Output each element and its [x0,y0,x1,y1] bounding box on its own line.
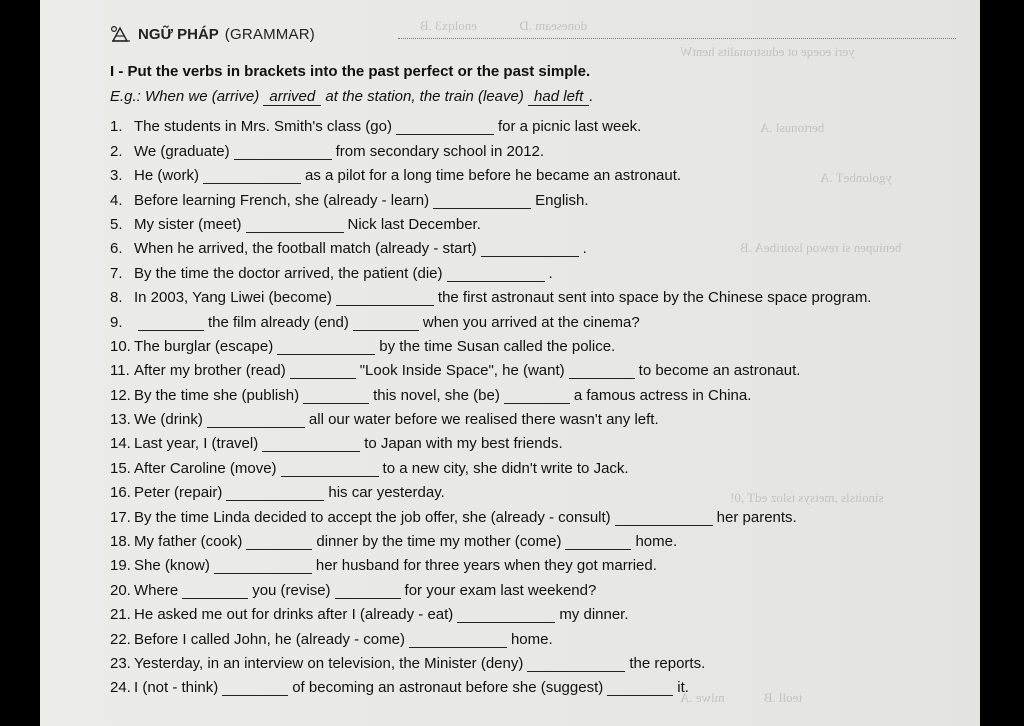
item-text: When he arrived, the football match (already - start) [134,240,477,258]
answer-blank[interactable] [457,610,555,623]
show-through: ygolonbeT .A [820,170,892,185]
item-text: home. [635,533,678,551]
answer-blank[interactable] [138,318,204,331]
item-text: I (not - think) [134,679,219,697]
item-number: 11. [110,362,130,380]
item-text: to Japan with my best friends. [364,435,563,453]
item-text: The burglar (escape) [134,337,274,355]
heading-title: NGỮ PHÁP [138,25,219,43]
item-text: By the time the doctor arrived, the patient (die) [134,264,443,282]
exercise-item [110,648,871,672]
item-number: 13. [110,411,131,429]
item-text: "Look Inside Space", he (want) [359,362,565,380]
item-text: it. [677,679,689,697]
exercise-item [110,550,871,574]
item-text: The students in Mrs. Smith's class (go) [134,118,392,136]
item-number: 15. [110,459,131,477]
show-through: bertonusl .A [760,120,825,135]
answer-blank[interactable] [214,561,312,574]
item-text: as a pilot for a long time before he became an astronaut. [305,167,682,185]
item-text: from secondary school in 2012. [335,142,545,160]
exercise-item [110,623,871,647]
exercise-item [110,184,871,208]
exercise-item [110,501,871,525]
exercise-item [110,257,871,281]
item-number: 8. [110,289,123,307]
example-sentence [110,88,593,106]
item-text: the reports. [629,654,706,672]
exercise-instruction: I - Put the verbs in brackets into the past perfect or the past simple. [110,63,591,80]
answer-blank[interactable] [335,586,401,599]
item-text: After Caroline (move) [134,459,277,477]
item-text: After my brother (read) [134,362,286,380]
worksheet-page [40,0,980,726]
show-through: yeri eoeqe ot edustronalits hentW [680,44,855,59]
answer-blank[interactable] [569,366,635,379]
item-text: Before I called John, he (already - come) [134,630,405,648]
item-text: all our water before we realised there wasn't any left. [308,411,659,429]
exercise-item [110,477,871,501]
item-text: for your exam last weekend? [404,581,597,599]
answer-blank[interactable] [234,147,332,160]
item-text: Where [134,581,179,599]
item-number: 22. [110,630,131,648]
item-text: He (work) [134,167,200,185]
item-text: Last year, I (travel) [134,435,259,453]
exercise-item [110,355,871,379]
item-text: Nick last December. [347,215,481,233]
item-text: By the time she (publish) [134,386,300,404]
answer-blank[interactable] [481,244,579,257]
example-suffix: . [589,88,594,105]
exercise-item [110,331,871,355]
item-number: 24. [110,679,131,697]
exercise-item [110,306,871,330]
exercise-item [110,160,871,184]
answer-blank[interactable] [281,464,379,477]
item-number: 5. [110,215,123,233]
item-text: for a picnic last week. [497,118,642,136]
example-answer-1: arrived [263,89,321,106]
show-through: teoll .B mlwe .A [680,690,803,705]
exercise-list [110,111,871,696]
item-text: English. [535,191,589,209]
exercise-item [110,404,871,428]
item-text: by the time Susan called the police. [379,337,616,355]
item-number: 16. [110,484,131,502]
answer-blank[interactable] [447,269,545,282]
item-text: when you arrived at the cinema? [422,313,640,331]
item-text: you (revise) [252,581,331,599]
answer-blank[interactable] [607,683,673,696]
exercise-item [110,526,871,550]
answer-blank[interactable] [290,366,356,379]
answer-blank[interactable] [615,513,713,526]
answer-blank[interactable] [303,391,369,404]
answer-blank[interactable] [226,488,324,501]
answer-blank[interactable] [222,683,288,696]
item-text: this novel, she (be) [373,386,500,404]
item-text: of becoming an astronaut before she (suggest) [292,679,604,697]
answer-blank[interactable] [433,196,531,209]
answer-blank[interactable] [504,391,570,404]
item-text: dinner by the time my mother (come) [316,533,562,551]
exercise-item [110,574,871,598]
exercise-item [110,111,871,135]
exercise-item [110,452,871,476]
section-heading [110,24,315,44]
answer-blank[interactable] [353,318,419,331]
exercise-item [110,135,871,159]
answer-blank[interactable] [409,635,507,648]
show-through: doneseam .D enolqx3 .B [420,18,588,33]
item-text: She (know) [134,557,210,575]
item-number: 21. [110,606,131,624]
exercise-item [110,282,871,306]
item-text: . [582,240,587,258]
answer-blank[interactable] [277,342,375,355]
answer-blank[interactable] [336,293,434,306]
exercise-item [110,672,871,696]
exercise-item [110,209,871,233]
item-number: 4. [110,191,123,209]
example-answer-2: had left [528,89,589,106]
item-text: Before learning French, she (already - learn) [134,191,430,209]
item-text: to a new city, she didn't write to Jack. [382,459,629,477]
item-text: My sister (meet) [134,215,242,233]
example-prefix: E.g.: When we (arrive) [110,88,260,105]
answer-blank[interactable] [182,586,248,599]
item-number: 9. [110,313,123,331]
item-text: my dinner. [559,606,629,624]
item-text: her parents. [716,508,797,526]
item-number: 7. [110,264,123,282]
answer-blank[interactable] [262,439,360,452]
item-number: 6. [110,240,123,258]
item-text: By the time Linda decided to accept the job offer, she (already - consult) [134,508,611,526]
example-middle: at the station, the train (leave) [325,88,524,105]
item-number: 19. [110,557,131,575]
item-number: 23. [110,654,131,672]
exercise-item [110,379,871,403]
item-text: home. [510,630,553,648]
exercise-item [110,428,871,452]
answer-blank[interactable] [565,537,631,550]
item-text: Yesterday, in an interview on television, the Minister (deny) [134,654,524,672]
answer-blank[interactable] [396,122,494,135]
item-number: 12. [110,386,131,404]
item-text: to become an astronaut. [638,362,801,380]
item-text: the film already (end) [208,313,349,331]
item-text: We (graduate) [134,142,230,160]
heading-divider [398,38,956,39]
item-text: He asked me out for drinks after I (already - eat) [134,606,454,624]
item-number: 2. [110,142,123,160]
item-text: a famous actress in China. [573,386,752,404]
show-through: sinoitsls ,metsys tsloz edT ,0! [730,490,884,505]
left-black-border [0,0,40,726]
answer-blank[interactable] [203,171,301,184]
answer-blank[interactable] [207,415,305,428]
right-black-border [980,0,1024,726]
item-number: 1. [110,118,123,136]
exercise-item [110,599,871,623]
item-text: her husband for three years when they got married. [315,557,657,575]
answer-blank[interactable] [527,659,625,672]
item-number: 14. [110,435,131,453]
answer-blank[interactable] [246,537,312,550]
item-text: his car yesterday. [328,484,445,502]
show-through: beniupen si rewoq lsoiribeA .B [740,240,902,255]
answer-blank[interactable] [246,220,344,233]
item-text: We (drink) [134,411,203,429]
item-number: 17. [110,508,131,526]
item-text: Peter (repair) [134,484,223,502]
item-number: 10. [110,337,131,355]
item-number: 20. [110,581,131,599]
item-text: In 2003, Yang Liwei (become) [134,289,332,307]
item-text: My father (cook) [134,533,243,551]
grammar-icon [110,25,132,43]
item-number: 3. [110,167,123,185]
item-text: . [548,264,553,282]
item-text: the first astronaut sent into space by the Chinese space program. [437,289,872,307]
exercise-item [110,233,871,257]
item-number: 18. [110,533,131,551]
heading-subtitle: (GRAMMAR) [224,25,315,43]
